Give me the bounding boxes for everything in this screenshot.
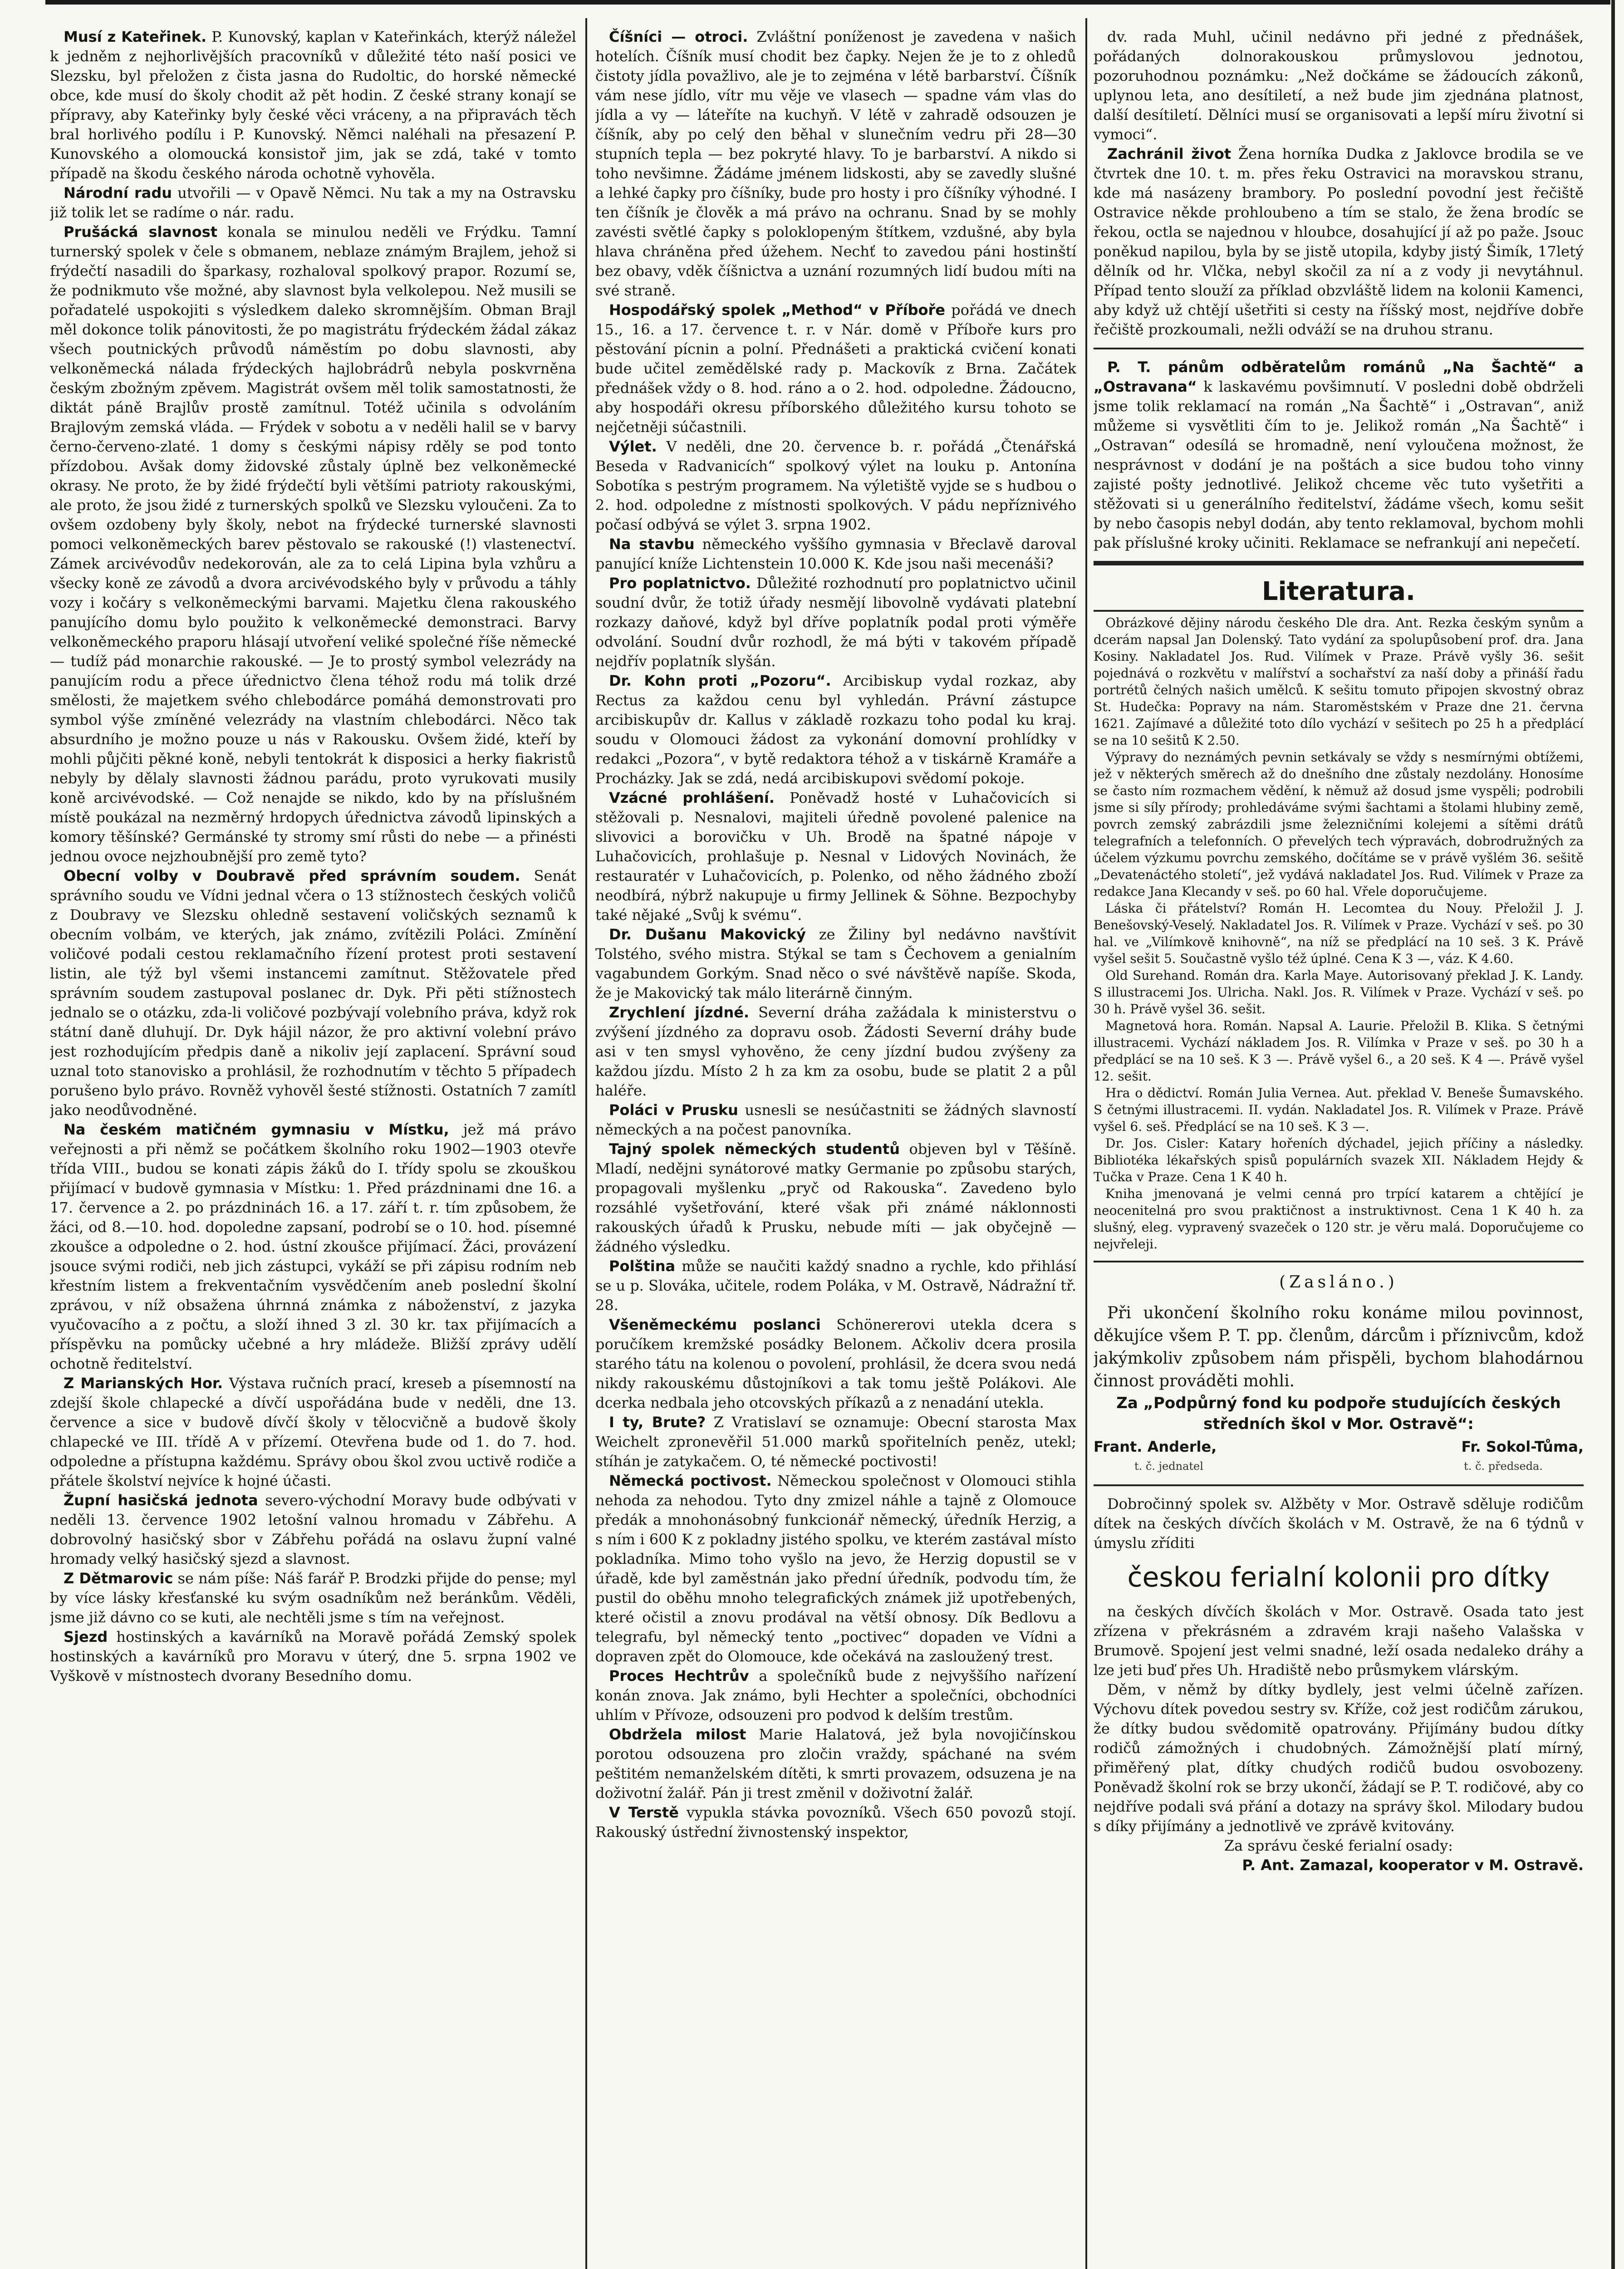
article-text: Arcibiskup vydal rozkaz, aby Rectus za každou cenu byl vyhledán. Právní zástupce arcibiskupův dr. Kallus v základě rozkazu toho podal ku kraj. soudu v Olomouci žádost za vykonání domovní prohlídky v redakci „Pozora“, v bytě redaktora téhož a v tiskárně Kramáře a Procházky. Jak se zdá, nedá arcibiskupovi svědomí pokoje. — [595, 672, 1076, 787]
article — [50, 1627, 576, 1686]
article — [1094, 144, 1584, 339]
article-text: Výstava ručních prací, kreseb a písemností na zdejší škole chlapecké a dívčí uspořádána bude v neděli, dne 13. července a sice v budově dívčí školy v tělocvičně a budově školy chlapecké ve III. třídě A v přízemí. Otevřena bude od 1. do 7. hod. odpoledne a přístupna každému. Správy obou škol zvou uctivě rodiče a přátele školství nejvíce k hojné účasti. — [50, 1375, 576, 1489]
article-text: se nám píše: Náš farář P. Brodzki přijde do pense; myl by více lásky křesťanské ku svým osadníkům než beránkům. Věděli, jsme již dávno co se kuti, ale nechtěli jsme s tím na veřejnost. — [50, 1570, 576, 1626]
article — [595, 574, 1076, 671]
article-text: Důležité rozhodnutí pro poplatnictvo učinil soudní dvůr, že totiž úřady nesmějí libovolně vydávati platební rozkazy daňové, když byl dříve poplatník podal proti výměře odvolání. Soudní dvůr rozhodl, že má býti v takovém případě nejdřív poplatník slyšán. — [595, 575, 1076, 670]
article-text: pořádá ve dnech 15., 16. a 17. července t. r. v Nár. domě v Příboře kurs pro pěstování pícnin a polní. Přednášeti a praktická cvičení konati bude učitel zemědělské rady p. Mackovík z Brna. Začátek přednášek vždy o 8. hod. ráno a o 2. hod. odpoledne. Žádoucno, aby hospodáři okresu příborského důležitého kursu tohoto se nejčetněji súčastnili. — [595, 301, 1076, 436]
article-text: P. Kunovský, kaplan v Kateřinkách, kterýž náležel k jedněm z nejhorlivějších pracovníků v důležité této naší posici ve Slezsku, byl přeložen z čista jasna do Rudoltic, do horské německé obce, kde musí do školy chodit až pět hodin. Z české strany konají se přípravy, aby Kateřinky byly české věci vráceny, a na připravách těch bral horlivého podílu i P. Kunovský. Němci naléhali na přesazení P. Kunovského a olomoucká konsistoř jim, jak se zdá, také v tomto případě na škodu českého národa ochotně vyhověla. — [50, 28, 576, 182]
article-heading: Hospodářský spolek „Method“ v Příboře — [609, 301, 945, 319]
article — [595, 788, 1076, 925]
article-text: německého vyššího gymnasia v Břeclavě daroval panující kníže Lichtenstein 10.000 K. Kde jsou naši mecenáši? — [595, 535, 1076, 572]
literatura-item: Láska či přátelství? Román H. Lecomtea du Nouy. Přeložil J. J. Benešovský-Veselý. Nakladatel Jos. R. Vilímek v Praze. Vychází v seš. po 30 hal. ve „Vilímkově knihovně“, na níž se předplácí na 10 seš. 3 K. Právě vyšel sešit 5. Součastně vyšlo též úplné. Cena K 3 —, váz. K 4.60. — [1094, 901, 1584, 966]
colony-heading: českou ferialní kolonii pro dítky — [1127, 1562, 1550, 1593]
notice-heading: P. T. pánům odběratelům románů „Na Šachtě“ a „Ostravana“ — [1094, 359, 1584, 395]
literatura-item: Dr. Jos. Cisler: Katary hořeních dýchadel, jejich příčiny a následky. Bibliotéka lékařských spisů populárních svazek XII. Nákladem Hejdy & Tučka v Praze. Cena 1 K 40 h. — [1094, 1136, 1584, 1184]
page-edge — [1611, 0, 1615, 2269]
article — [595, 1666, 1076, 1725]
colony-for: Za správu české ferialní osady: — [1224, 1837, 1453, 1854]
article — [595, 1257, 1076, 1315]
article-text: ze Žiliny byl nedávno navštívit Tolstého, svého mistra. Stýkal se tam s Čechovem a genialním vagabundem Gorkým. Snad něco o své návštěvě napíše. Skoda, že je Makovický tak málo literárně činným. — [595, 926, 1076, 1002]
article-heading: V Terstě — [609, 1804, 679, 1821]
colony-text: na českých dívčích školách v Mor. Ostravě. Osada tato jest zřízena v překrásném a zdravém kraji našeho Valašska v Brumově. Spojení jest velmi snadné, leží osada nedaleko dráhy a lze jeti buď přes Uh. Hradiště nebo průsmykem vlárským. — [1094, 1603, 1584, 1679]
article-heading: Číšníci — otroci. — [609, 28, 748, 45]
literatura-item: Kniha jmenovaná je velmi cenná pro trpící katarem a chtějící je neocenitelná pro svou praktičnost a instruktivnost. Cena 1 K 40 h. za slušný, eleg. vypravený svazeček o 120 str. je věru malá. Doporučujeme co nejvřeleji. — [1094, 1186, 1584, 1252]
article-text: Marie Halatová, jež byla novojičínskou porotou odsouzena pro zločin vraždy, spáchané na svém peštitém nemanželském dítěti, k smrti provazem, odsuzena je na doživotní žalář. Pán ji trest změnil v doživotní žalář. — [595, 1726, 1076, 1802]
article — [50, 1374, 576, 1491]
article — [595, 437, 1076, 535]
article-heading: Výlet. — [609, 438, 657, 455]
article-text: objeven byl v Těšíně. Mladí, nedějni synátorové matky Germanie po způsobu starých, propagovali myšlenku „pryč od Rakouska“. Zavedeno bylo rozsáhlé vyšetřování, které však při známé náklonnosti rakouských úřadů k Prusku, nebude míti — jak obyčejně — žádného výsledku. — [595, 1140, 1076, 1255]
article-text: Severní dráha zažádala k ministerstvu o zvýšení jízdného za dopravu osob. Žádosti Severní dráhy bude asi v ten smysl vyhověno, že ceny jízdní budou zvýšeny za každou jízdu. Místo 2 h za km za osobu, bude se platit 2 a půl haléře. — [595, 1004, 1076, 1099]
literatura-title: Literatura. — [1094, 574, 1584, 612]
article-heading: Dr. Kohn proti „Pozoru“. — [609, 672, 831, 689]
role-right: t. č. předseda. — [1464, 1460, 1543, 1473]
column-divider — [585, 18, 587, 2269]
article-heading: Zachránil život — [1107, 145, 1231, 162]
signature-left: Frant. Anderle, — [1094, 1438, 1217, 1455]
spolek-text: Dobročinný spolek sv. Alžběty v Mor. Ostravě sděluje rodičům dítek na českých dívčích školách v M. Ostravě, že na 6 týdnů v úmyslu zříditi — [1094, 1495, 1584, 1552]
column-divider — [1085, 18, 1087, 2269]
article-text: utvořili — v Opavě Němci. Nu tak a my na Ostravsku již tolik let se radíme o nár. radu. — [50, 184, 576, 221]
article — [1094, 27, 1584, 144]
signatures — [1094, 1437, 1584, 1457]
article — [595, 671, 1076, 788]
article-heading: Vzácné prohlášení. — [609, 789, 775, 806]
column-3 — [1094, 27, 1584, 2269]
article-heading: Německá poctivost. — [609, 1472, 772, 1489]
article — [595, 535, 1076, 574]
article-text: severo-východní Moravy bude odbývati v neděli 13. července 1902 letošní valnou hromadu v Zábřehu. A dobrovolný hasičský sbor v Zábřehu pořádá na oslavu župní valné hromady velký hasičský sjezd a slavnost. — [50, 1492, 576, 1567]
literatura-list — [1094, 614, 1584, 1252]
article — [50, 183, 576, 222]
article-text: Žena horníka Dudka z Jaklovce brodila se ve čtvrtek dne 10. t. m. přes řeku Ostravici na moravskou stranu, kde má nasázeny brambory. Po poslední povodní jest řečiště Ostravice někde prohloubeno a tím se stalo, že žena brodíc se řekou, octla se najednou v hloubce, dosahující jí až po paže. Jsouc poněkud napilou, byla by se jistě utopila, kdyby jistý Šimík, 17letý dělník od hr. Vlčka, nebyl skočil za ní a z vody ji nevytáhnul. Případ tento slouží za příklad obzvláště lidem na kolonii Kamenci, aby když už chtějí ušetřiti si cesty na říšský most, nejdříve dobře řečiště prozkoumali, nežli odváží se na druhou stranu. — [1094, 145, 1584, 338]
article-heading: Zrychlení jízdné. — [609, 1004, 750, 1021]
article-heading: Na českém matičném gymnasiu v Místku, — [64, 1121, 449, 1138]
column-2 — [595, 27, 1076, 2269]
article-heading: Z Dětmarovic — [64, 1570, 173, 1587]
article — [595, 925, 1076, 1003]
article — [595, 1315, 1076, 1413]
signature-right: Fr. Sokol-Tůma, — [1461, 1438, 1584, 1455]
article-text: Schönererovi utekla dcera s poručíkem kremžské posádky Belonem. Ačkoliv dcera prosila starého tátu na kolenou o povolení, prohlásil, že dcera svou nedá nikdy rakouskému důstojníkovi a tak tomu ještě Polákovi. Ale dcerka nedbala jeho otcovských příkazů a z nenadání utekla. — [595, 1316, 1076, 1411]
divider — [1094, 1484, 1584, 1486]
fund-name: Za „Podpůrný fond ku podpoře studujících českých středních škol v Mor. Ostravě“: — [1116, 1394, 1561, 1433]
article-heading: Prušácká slavnost — [64, 223, 218, 241]
article — [50, 222, 576, 866]
literatura-item: Old Surehand. Román dra. Karla Maye. Autorisovaný překlad J. K. Landy. S illustracemi Jos. Ulricha. Nakl. Jos. R. Vilímek v Praze. Vychází v seš. po 30 h. Právě vyšel 36. sešit. — [1094, 968, 1584, 1017]
divider-thick — [1094, 561, 1584, 565]
article-text: Senát správního soudu ve Vídni jednal včera o 13 stížnostech českých voličů z Doubravy ve Slezsku ohledně sestavení voličských seznamů k obecním volbám, ve kterých, jak známo, zvítězili Poláci. Zmínění voličové podali cestou reklamačního řízení protest proti sestavení listin, ale týž byl všemi instancemi zamítnut. Stěžovatele před správním soudem zastupoval poslanec dr. Dyk. Při pěti stížnostech jednalo se o otázku, zda-li voličové pozbývají volebního práva, když rok státní daně dluhují. Dr. Dyk hájil názor, že pro aktivní volební právo jest rozhodujícím předpis daně a nikoliv její zaplacení. Správní soud uznal toto stanovisko a prohlásil, že rozhodnutím v těchto 5 případech porušeno bylo právo. Rovněž vyhověl šesté stížnosti. Ostatních 7 zamítl jako neodůvodněné. — [50, 867, 576, 1119]
literatura-item: Obrázkové dějiny národu českého Dle dra. Ant. Rezka českým synům a dcerám napsal Jan Dolenský. Tato vydání za spolupůsobení prof. dra. Jana Kosiny. Nakladatel Jos. Rud. Vilímek v Praze. Právě vyšly 36. sešit pojednává o rozkvětu v malířství a sochařství za naší doby a přináší řadu portrétů čelných našich umělců. K sešitu tomuto připojen skvostný obraz St. Hudečka: Popravy na nám. Staroměstském v Praze dne 21. června 1621. Zajímavé a důležité toto dílo vychází v sešitech po 25 h a předplácí se na 10 sešitů K 2.50. — [1094, 615, 1584, 748]
article-text: V neděli, dne 20. července b. r. pořádá „Čtenářská Beseda v Radvanicích“ spolkový výlet na louku p. Antonína Sobotíka s pestrým programem. Na výletiště vyjde se s hudbou o 2. hod. odpoledne z místnosti spolkových. V pádu nepříznivého počasí odbývá se výlet 3. srpna 1902. — [595, 438, 1076, 533]
article-text: dv. rada Muhl, učinil nedávno při jedné z přednášek, pořádaných dolnorakouskou průmyslovou jednotou, pozoruhodnou poznámku: „Než dočkáme se žádoucích zákonů, uplynou leta, ano desítiletí, a než bude jim zjednána platnost, další desítiletí. Dělníci musí se organisovati a lepší míru životní si vymoci“. — [1094, 28, 1584, 143]
zaslano-heading: (Zasláno.) — [1279, 1273, 1398, 1292]
article — [50, 1569, 576, 1627]
article-heading: Proces Hechtrův — [609, 1667, 749, 1685]
article-heading: Dr. Dušanu Makovický — [609, 926, 806, 943]
article — [595, 1471, 1076, 1666]
literatura-item: Výpravy do neznámých pevnin setkávaly se vždy s nesmírnými obtížemi, jež v některých směrech až do dnešního dne zůstaly nezdolány. Honosíme se často ním rozmachem vědění, k němuž až dosud jsme vyspěli; podrobili jsme si síly přírody; prohledáváme svými šachtami a štolami hlubiny země, povrch zemský zabrázdili jsme železničními kolejemi a sítěmi drátů telegrafních a telefonních. O převelých tech výpravách, dobrodružných za účelem výzkumu povrchu zemského, dočítáme se v právě vyšlém 36. sešitě „Devatenáctého století“, jež vydává nakladatel Jos. Rud. Vilímek v Praze za redakce Jana Klecandy v seš. po 60 hal. Vřele doporučujeme. — [1094, 750, 1584, 899]
article-heading: Sjezd — [64, 1628, 108, 1645]
article-heading: Župní hasičská jednota — [64, 1492, 258, 1509]
article-text: Zvláštní poníženost je zavedena v našich hotelích. Číšník musí chodit bez čapky. Nejen že je to z ohledů čistoty jídla považlivo, ale je to zejména v létě barbarství. Číšník vám nese jídlo, vítr mu věje ve vlasech — spadne vám vlas do jídla a vy — láteříte na kuchyň. V létě v zahradě odsouzen je číšník, aby po celý den běhal v slunečním vedru při 28—30 stupních tepla — bez pokryté hlavy. To je barbarství. A nikdo si toho nevšimne. Žádáme jménem lidskosti, aby se zavedly slušné a lehké čapky pro číšníky, bude pro hosty i pro číšníky výhodné. I ten číšník je člověk a má právo na ochranu. Snad by se mohly zavésti světlé čapky s poloklopeným štítkem, vzdušné, aby byla hlava chráněna před úžehem. Nechť to zavedou páni hostinští bez obavy, vděk číšnictva a uznání rozumných lidí budou míti na své straně. — [595, 28, 1076, 299]
subscriber-notice — [1094, 358, 1584, 553]
article-text: Poněvadž hosté v Luhačovicích si stěžovali p. Nesnalovi, majiteli úředně povolené palenice na slivovici a borovičku v Uh. Brodě na špatné nápoje v Luhačovicích, prohlašuje p. Nesnal v Lidových Novinách, že restauratér v Luhačovicích, p. Polenko, od něho žádného zboží neodbírá, nýbrž nakupuje u firmy Jellinek & Söhne. Bezpochyby také nějaké „Svůj k svému“. — [595, 789, 1076, 923]
article — [50, 1120, 576, 1374]
article-heading: Na stavbu — [609, 535, 695, 553]
article-heading: Polština — [609, 1257, 676, 1275]
article-text: usnesli se nesúčastniti se žádných slavností německých a na počest panovníka. — [595, 1101, 1076, 1138]
article-heading: Pro poplatnictvo. — [609, 575, 751, 592]
article — [595, 1003, 1076, 1100]
signature-roles — [1094, 1457, 1584, 1476]
article — [595, 1413, 1076, 1471]
article — [595, 1803, 1076, 1842]
article — [595, 1725, 1076, 1803]
article-heading: I ty, Brute? — [609, 1414, 706, 1431]
article — [595, 1100, 1076, 1139]
article — [595, 300, 1076, 437]
article — [595, 27, 1076, 300]
notice-text: k laskavému povšimnutí. V posledni době obdrželi jsme tolik reklamací na román „Na Šachtě“ i „Ostravan“, aniž můžeme si vysvětliti čím to je. Jelikož román „Na Šachtě“ i „Ostravan“ odesílá se hromadně, není vyloučena možnost, že nesprávnost v dodání je na poštách a sice budou toho vinny zajisté pošty jednotlivé. Jelikož chceme věc tuto vyšetřiti a stěžovati si u generálního ředitelství, žádáme všech, komu sešit by nebo časopis nebyl dodán, aby tento reklamoval, bychom mohli pak příslušné kroky učiniti. Reklamace se nefrankují ani nepečetí. — [1094, 378, 1584, 551]
article-heading: Tajný spolek německých studentů — [609, 1140, 900, 1158]
divider — [1094, 348, 1584, 349]
article-heading: Obdržela milost — [609, 1726, 746, 1743]
thanks-text: Při ukončení školního roku konáme milou povinnost, děkujíce všem P. T. pp. členům, dárcům i příznivcům, kdož jakýmkoliv způsobem nám přispěli, bychom blahodárnou činnost prováděti mohli. — [1094, 1304, 1584, 1390]
role-left: t. č. jednatel — [1134, 1460, 1203, 1473]
article-text: Německou společnost v Olomouci stihla nehoda za nehodou. Tyto dny zmizel náhle a tajně z Olomouce předák a mnohonásobný funkcionář německý, úředník Herzig, a s ním i 600 K z pokladny jistého spolku, ve kterém zastával místo pokladníka. Mimo toho vyšlo na jevo, že Herzig dopustil se v úřadě, kde byl zaměstnán jako přední úředník, podvodu tím, že pustil do oběhu mnoho telegrafických známek již upotřebených, které očistil a znovu prodával na větší obnosy. Dík Bedlovu a telegrafu, byl německý tento „poctivec“ dopaden ve Vídni a dopraven zpět do Olomouce, kde očekává na zasloužený trest. — [595, 1472, 1076, 1665]
article-text: může se naučiti každý snadno a rychle, kdo přihlásí se u p. Slováka, učitele, rodem Poláka, v M. Ostravě, Nádražní tř. 28. — [595, 1257, 1076, 1314]
article-heading: Všeněmeckému poslanci — [609, 1316, 821, 1333]
literatura-item: Magnetová hora. Román. Napsal A. Laurie. Přeložil B. Klika. S četnými illustracemi. Vychází nákladem Jos. R. Vilímka v Praze v seš. po 30 h a předplácí se na 10 seš. K 3 —. Právě vyšel 6., a 20 seš. K 4 —. Právě vyšel 12. sešit. — [1094, 1018, 1584, 1084]
article-heading: Obecní volby v Doubravě před správním soudem. — [64, 867, 520, 884]
column-3-news — [1094, 27, 1584, 339]
article — [50, 1491, 576, 1569]
article-text: vypukla stávka povozníků. Všech 650 povozů stojí. Rakouský ústřední živnostenský inspektor, — [595, 1804, 1076, 1841]
colony-signature: P. Ant. Zamazal, kooperator v M. Ostravě. — [1242, 1856, 1584, 1874]
column-1 — [50, 27, 576, 2269]
article-text: hostinských a kavárníků na Moravě pořádá Zemský spolek hostinských a kavárníků pro Moravu v úterý, dne 5. srpna 1902 ve Vyškově v místnostech dvorany Besedního domu. — [50, 1628, 576, 1685]
top-rule — [45, 0, 1610, 5]
article-heading: Národní radu — [64, 184, 172, 201]
article — [50, 866, 576, 1120]
article-heading: Musí z Kateřinek. — [64, 28, 207, 45]
literatura-item: Hra o dědictví. Román Julia Vernea. Aut. překlad V. Beneše Šumavského. S četnými illustracemi. II. vydán. Nakladatel Jos. R. Vilímek v Praze. Právě vyšel 6. seš. Předplácí se na 10 seš. K 3 —. — [1094, 1085, 1584, 1134]
article-heading: Z Marianských Hor. — [64, 1375, 223, 1392]
article-text: konala se minulou neděli ve Frýdku. Tamní turnerský spolek v čele s obmanem, neblaze známým Brajlem, jehož si frýdečtí nasadili do šparkasy, rozhaloval spolkový prapor. Rozumí se, že podnikmuto vše možné, aby slavnost byla velkolepou. Než musili se pořadatelé uspokojiti s výsledkem daleko skromnějším. Obman Brajl měl dokonce tolik pánovitosti, že po magistrátu frýdeckém žádal zákaz všech poutnických průvodů náměstím po dobu slavnosti, aby velkoněmecká nálada frýdeckých hajlobrádrů nebyla poskvrněna českým zbožným zpěvem. Magistrát ovšem měl tolik samostatnosti, že diktát páně Brajlův prostě zamítnul. Totéž učinila s odvoláním Brajlovým zemská vláda. — Frýdek v sobotu a v neděli halil se v barvy černo-červeno-zlaté. 1 domy s českými nápisy rděly se pod tonto přízdobou. Avšak domy židovské zůstaly úplně bez velkoněmecké okrasy. Ne proto, že by židé frýdečtí byli většími patrioty rakouskými, ale proto, že jsou židé z turnerských spolků ve Slezsku vyloučeni. Za to ovšem ozdobeny byly školy, nebot na frýdecké turnerské slavnosti pomoci velkoněmeckých barev pěstovalo se rakouské (!) vlastenectví. Zámek arcivévodův nedekorován, ale za to celá Lipina byla vzhůru a všecky koně ze závodů a dvora arcivévodského byly v průvodu a táhly vozy i kočáry s velkoněmeckými barvami. Majetku člena rakouského panujícího domu bylo použito k velkoněmecké demonstraci. Barvy velkoněmeckého praporu hlásají utvoření veliké společné říše německé — tudíž pád monarchie rakouské. — Je to prostý symbol velezrády na panujícím rodu a přece úřednictvo člena téhož rodu má tolik drzé smělosti, že majetkem svého chlebodárce pomáhá demonstrovati pro symbol výše zmíněné velezrády na vlastním chlebodárci. Něco tak absurdního je možno pouze u nás v Rakousku. Ovšem židé, kteří by mohli půjčiti pěkné koně, nebyli tentokrát k disposici a herky fiakristů nebyly by dělaly slavnosti žádnou parádu, proto vyrukovati musily koně arcivévodské. — Což nenajde se nikdo, kdo by na příslušném místě poukázal na nezměrný hrdopych úřednictva závodů lipinských a komory těšínské? Germánské ty stromy smí růsti do nebe — a přinésti jednou ovoce nejzhoubnější pro země tyto? — [50, 223, 576, 865]
article-text: jež má právo veřejnosti a při němž se počátkem školního roku 1902—1903 otevře třída VIII., budou se konati zápis žáků do I. třídy spolu se zkouškou přijímací v budově gymnasia v Místku: 1. Před prázdninami dne 16. a 17. července a 2. po prázdninách 16. a 17. září t. r. tím způsobem, že žáci, od 8.—10. hod. dopoledne zapsaní, podrobí se o 10. hod. písemné zkoušce a odpoledne o 2. hod. ústní zkoušce přijímací. Žáci, provázení jsouce svými rodiči, neb jich zástupci, vykáží se při zápisu rodním neb křestním listem a frekventačním vysvědčením aneb poslední školní zprávou, v níž obsažena úhrnná známka z náboženství, z jazyka vyučovacího a z počtu, a složí ihned 3 zl. 30 kr. tax přijímacích a příspěvku na pomůcky učebné a hry mládeže. Bližší zprávy udělí ochotně ředitelství. — [50, 1121, 576, 1372]
article-heading: Poláci v Prusku — [609, 1101, 738, 1119]
article — [50, 27, 576, 183]
article-text: Z Vratislaví se oznamuje: Obecní starosta Max Weichelt zpronevěřil 51.000 marků spořitelních peněz, utekl; stíhán je zatykačem. O, té německé poctivosti! — [595, 1414, 1076, 1470]
colony-text-2: Děm, v němž by dítky bydlely, jest velmi účelně zařízen. Výchovu dítek povedou sestry sv. Kříže, což jest rodičům zárukou, že dítky budou svědomitě opatrovány. Přijímány budou dítky rodičů zámožných i chudobných. Zámožnější platí mírný, přiměřený plat, dítky chudých rodičů budou osvobozeny. Poněvadž školní rok se brzy ukončí, žádají se P. T. rodičové, aby co nejdříve podali svá přání a dotazy na správy škol. Milodary budou s díky přijímány a jednotlivě ve zprávě kvitovány. — [1094, 1681, 1584, 1835]
divider — [1094, 1261, 1584, 1262]
article — [595, 1139, 1076, 1257]
article-text: a společníků bude z nejvyššího nařízení konán znova. Jak známo, byli Hechter a společníci, obchodníci uhlím v Přívoze, odsouzeni pro podvod k delším trestům. — [595, 1667, 1076, 1724]
